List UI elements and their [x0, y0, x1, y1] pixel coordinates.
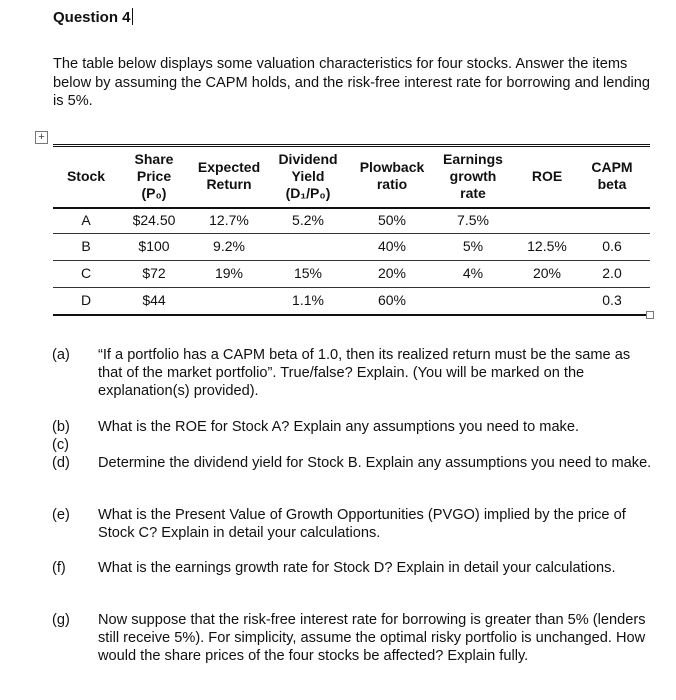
- question-e-text: What is the Present Value of Growth Opportunities (PVGO) implied by the price of Stock C? Explain in detail your calculations.: [98, 507, 626, 541]
- question-c: [52, 437, 655, 455]
- header-line: Dividend: [278, 150, 338, 167]
- header-line: beta: [597, 176, 627, 192]
- question-e-label: (e): [52, 507, 70, 523]
- cell-stock: A: [81, 212, 91, 228]
- cell-expected-return: 9.2%: [213, 238, 245, 254]
- cell-share-price: $100: [138, 238, 170, 254]
- cell-dividend-yield: 15%: [293, 265, 323, 281]
- question-d-text: Determine the dividend yield for Stock B. Explain any assumptions you need to make.: [98, 455, 652, 471]
- header-line: Plowback: [359, 159, 425, 175]
- cell-stock: D: [80, 292, 92, 308]
- question-title-text: Question 4: [53, 9, 131, 26]
- table-row-rule: [53, 260, 650, 261]
- question-d: [52, 455, 655, 473]
- table-row-rule: [53, 233, 650, 234]
- cell-plowback-ratio: 50%: [377, 212, 407, 228]
- table-header-rule: [53, 207, 650, 209]
- cell-expected-return: 19%: [214, 265, 244, 281]
- cell-roe: 12.5%: [527, 238, 567, 254]
- question-f-text: What is the earnings growth rate for Stock D? Explain in detail your calculations.: [98, 560, 616, 576]
- header-line: Price: [136, 167, 172, 184]
- cell-share-price: $72: [142, 265, 166, 281]
- table-bottom-rule: [53, 314, 650, 316]
- question-d-label: (d): [52, 455, 70, 471]
- cell-share-price: $24.50: [132, 212, 176, 228]
- intro-paragraph: The table below displays some valuation characteristics for four stocks. Answer the items below by assuming the CAPM holds, and the risk-free interest rate for borrowing and lending is 5%.: [53, 56, 651, 109]
- question-b: [52, 419, 655, 437]
- question-a-label: (a): [52, 347, 70, 363]
- header-plowback-ratio: [347, 159, 437, 193]
- cell-share-price: $44: [142, 292, 166, 308]
- header-expected-return: [184, 159, 274, 193]
- header-dividend-yield: [263, 151, 353, 202]
- header-line: Return: [206, 176, 252, 192]
- question-title: [53, 8, 133, 26]
- header-line: ROE: [531, 167, 563, 184]
- cell-earnings-growth-rate: 5%: [462, 238, 484, 254]
- cell-earnings-growth-rate: 4%: [462, 265, 484, 281]
- cell-capm-beta: 0.6: [602, 238, 622, 254]
- cell-stock: B: [81, 238, 91, 254]
- question-a-text: “If a portfolio has a CAPM beta of 1.0, then its realized return must be the same as that of the market portfolio”. True/false? Explain. (You will be marked on the explanation(s) provided).: [98, 347, 631, 399]
- cell-plowback-ratio: 60%: [377, 292, 407, 308]
- cell-expected-return: 12.7%: [209, 212, 249, 228]
- table-row-rule: [53, 287, 650, 288]
- question-f-label: (f): [52, 560, 66, 576]
- header-line: (D₁/P₀): [285, 184, 331, 201]
- cell-roe: 20%: [532, 265, 562, 281]
- header-capm-beta: [567, 159, 657, 193]
- cell-dividend-yield: 5.2%: [292, 212, 324, 228]
- header-line: Stock: [66, 167, 106, 184]
- question-c-label: (c): [52, 437, 70, 453]
- text-cursor: [132, 8, 133, 25]
- question-e: [52, 507, 655, 543]
- header-line: Share: [134, 150, 174, 167]
- table-top-rule-double: [53, 146, 650, 147]
- question-g-text: Now suppose that the risk-free interest rate for borrowing is greater than 5% (lenders still receive 5%). For simplicity, assume the optimal risky portfolio is unchanged. How would the share prices of the four stocks be affected? Explain fully.: [98, 612, 646, 664]
- header-line: Earnings: [443, 150, 503, 167]
- header-line: ratio: [376, 176, 408, 192]
- cell-plowback-ratio: 20%: [377, 265, 407, 281]
- header-line: growth: [449, 167, 497, 184]
- question-f: [52, 560, 655, 578]
- cell-capm-beta: 2.0: [602, 265, 622, 281]
- header-line: CAPM: [591, 159, 633, 175]
- question-g: [52, 612, 655, 665]
- cell-earnings-growth-rate: 7.5%: [457, 212, 489, 228]
- question-g-label: (g): [52, 612, 70, 628]
- question-b-label: (b): [52, 419, 70, 435]
- header-line: Expected: [197, 159, 261, 175]
- question-b-text: What is the ROE for Stock A? Explain any assumptions you need to make.: [98, 419, 580, 435]
- table-move-handle-icon[interactable]: +: [35, 131, 48, 144]
- question-a: [52, 347, 655, 400]
- header-line: Yield: [291, 167, 325, 184]
- header-line: rate: [460, 184, 486, 201]
- cell-capm-beta: 0.3: [602, 292, 622, 308]
- cell-dividend-yield: 1.1%: [292, 292, 324, 308]
- header-line: (P₀): [141, 184, 167, 201]
- cell-stock: C: [80, 265, 92, 281]
- table-resize-handle[interactable]: [646, 311, 654, 319]
- cell-plowback-ratio: 40%: [377, 238, 407, 254]
